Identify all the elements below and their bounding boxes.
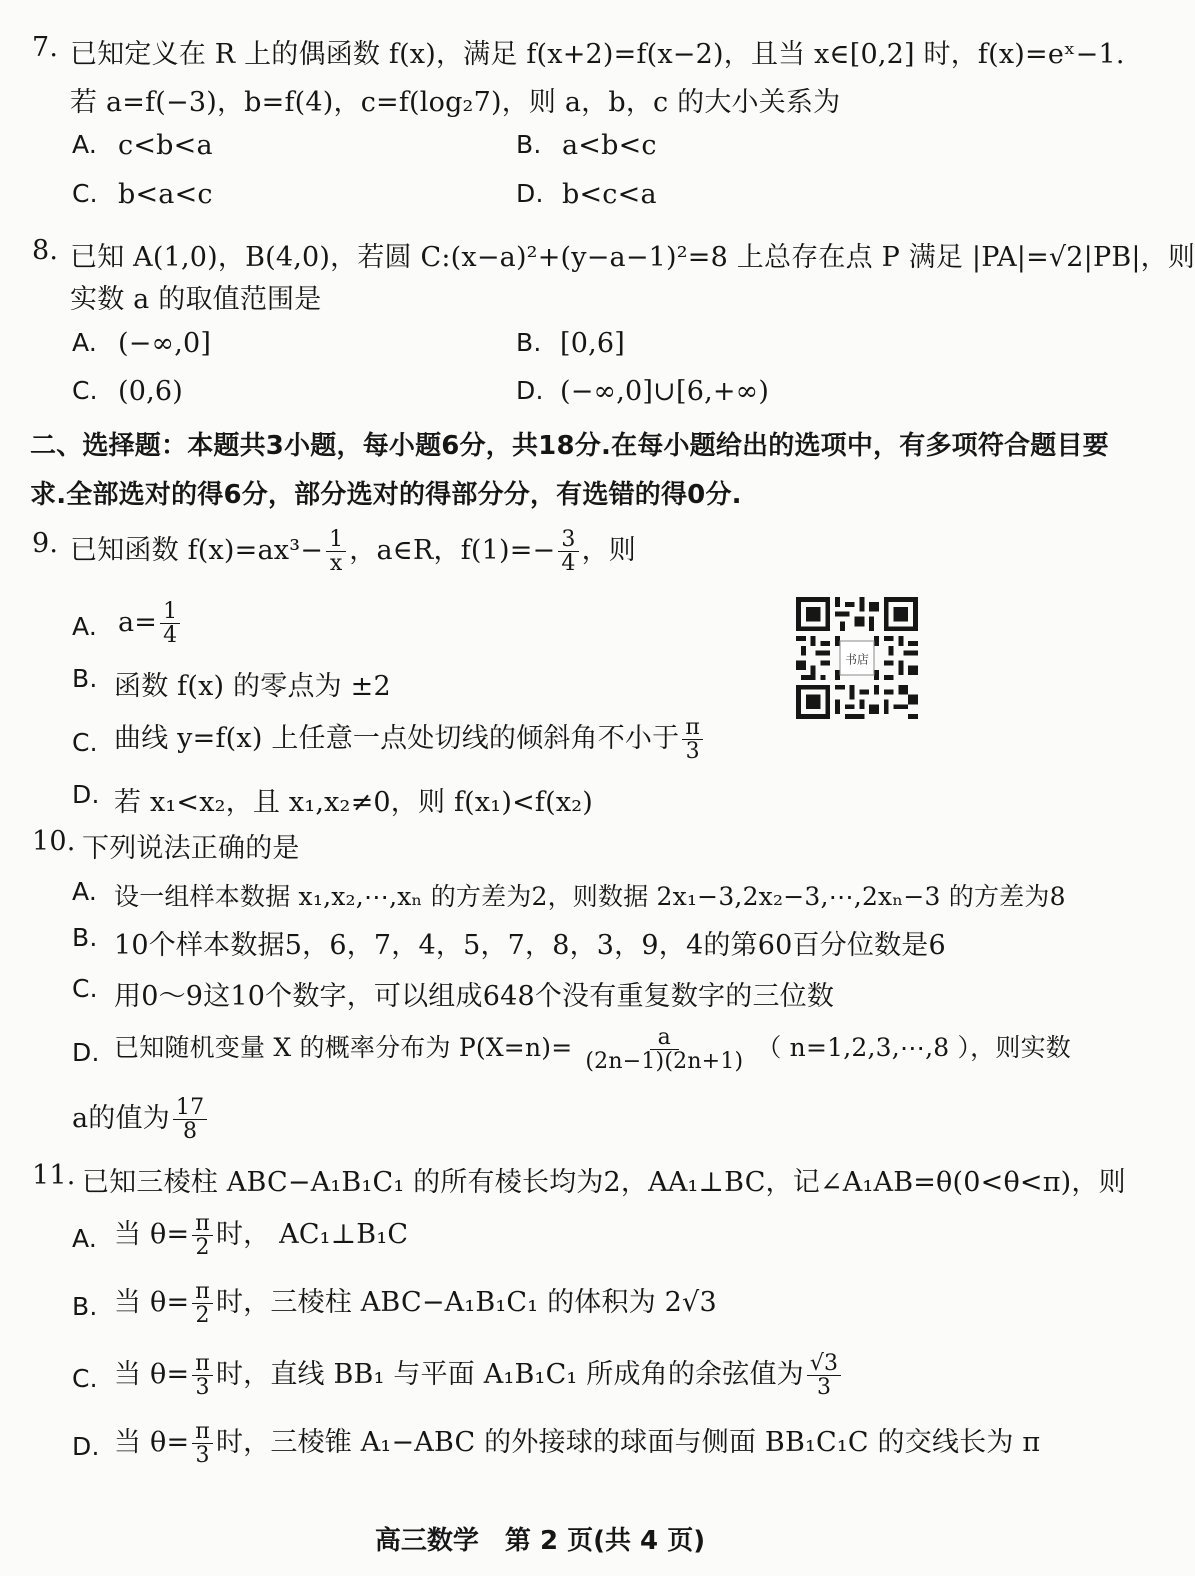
q7-option-c-text: b<a<c: [118, 179, 213, 210]
qr-code-icon: [796, 597, 918, 719]
q7-stem-text1: 已知定义在 R 上的偶函数 f(x)，满足 f(x+2)=f(x−2)，且当 x∈[0,2] 时，f(x)=eˣ−1.: [70, 39, 1125, 70]
qr-center-text: 书店: [845, 652, 869, 667]
q11-option-c-denominator: 3: [195, 1375, 210, 1401]
q8-option-d-text: (−∞,0]∪[6,+∞): [560, 376, 770, 407]
q9-stem-part2: ，a∈R，f(1)=−: [349, 535, 556, 567]
q10-option-b-text: 10个样本数据5，6，7，4，5，7，8，3，9，4的第60百分位数是6: [114, 930, 946, 961]
q9-option-c-text: [114, 716, 706, 763]
q9-option-a-prefix: a=: [118, 607, 158, 639]
q9-number: 9.: [32, 528, 59, 559]
q7-option-d-text: b<c<a: [562, 179, 657, 210]
q9-frac1-denominator: x: [329, 551, 343, 577]
q11-option-b-label: B.: [72, 1292, 98, 1321]
q11-option-c-fraction2: [807, 1352, 841, 1399]
q9-stem-fraction2: [558, 528, 578, 575]
q11-option-c-mid: 时，直线 BB₁ 与平面 A₁B₁C₁ 所成角的余弦值为: [215, 1359, 804, 1391]
q7-option-b-label: B.: [516, 130, 542, 159]
q7-stem-text2: 若 a=f(−3)，b=f(4)，c=f(log₂7)，则 a，b，c 的大小关系为: [70, 87, 841, 118]
q8-option-c-text: (0,6): [118, 376, 184, 407]
q8-option-d-label: D.: [516, 376, 544, 405]
q7-option-b-text: a<b<c: [562, 130, 657, 161]
q10-option-d-numerator: a: [650, 1026, 679, 1050]
q11-option-b-numerator: π: [192, 1280, 213, 1304]
q9-option-c-numerator: π: [682, 716, 703, 740]
q9-option-d-label: D.: [72, 780, 100, 809]
q10-option-d-label: D.: [72, 1038, 100, 1067]
q11-option-d-numerator: π: [192, 1420, 213, 1444]
q11-option-c-numerator: π: [192, 1352, 213, 1376]
q8-stem-text2: 实数 a 的取值范围是: [70, 284, 322, 315]
q10-option-d-part3: a的值为: [72, 1103, 170, 1135]
q7-option-c-label: C.: [72, 179, 98, 208]
q11-option-d-denominator: 3: [195, 1443, 210, 1469]
q8-option-b-text: [0,6]: [560, 328, 626, 359]
q9-stem-part3: ，则: [581, 535, 636, 567]
page-footer: 高三数学 第 2 页(共 4 页): [374, 1526, 706, 1556]
q11-option-a-denominator: 2: [195, 1235, 210, 1261]
q9-option-c-fraction: [682, 716, 703, 763]
q9-option-b-label: B.: [72, 664, 98, 693]
q9-option-c-label: C.: [72, 728, 98, 757]
q11-option-d-label: D.: [72, 1432, 100, 1461]
section2-text2: 求.全部选对的得6分，部分选对的得部分分，有选错的得0分.: [30, 480, 742, 510]
q11-option-b-fraction: [192, 1280, 213, 1327]
q9-stem-fraction1: [326, 528, 346, 575]
q11-option-c-pre: 当 θ=: [114, 1359, 190, 1391]
q10-number: 10.: [32, 826, 76, 857]
q9-option-a-denominator: 4: [163, 623, 178, 649]
q9-stem-part1: 已知函数 f(x)=ax³−: [70, 535, 324, 567]
section2-text1: 二、选择题：本题共3小题，每小题6分，共18分.在每小题给出的选项中，有多项符合题目要: [30, 431, 1109, 461]
q11-option-c-label: C.: [72, 1364, 98, 1393]
q8-option-c-label: C.: [72, 376, 98, 405]
q9-frac2-numerator: 3: [558, 528, 578, 552]
q9-frac1-numerator: 1: [326, 528, 346, 552]
q11-option-a-numerator: π: [192, 1212, 213, 1236]
q11-option-b-pre: 当 θ=: [114, 1287, 190, 1319]
q10-option-d-part1: 已知随机变量 X 的概率分布为 P(X=n)=: [114, 1033, 573, 1063]
q11-option-a-fraction: [192, 1212, 213, 1259]
q9-option-a-label: A.: [72, 612, 98, 641]
q11-option-d-text: [114, 1420, 1040, 1467]
q8-stem-text1: 已知 A(1,0)，B(4,0)，若圆 C:(x−a)²+(y−a−1)²=8 上总存在点 P 满足 |PA|=√2|PB|，则: [70, 242, 1195, 273]
q11-option-a-pre: 当 θ=: [114, 1219, 190, 1251]
q8-number: 8.: [32, 235, 59, 266]
q11-stem: 已知三棱柱 ABC−A₁B₁C₁ 的所有棱长均为2，AA₁⊥BC，记∠A₁AB=θ(0<θ<π)，则: [82, 1167, 1126, 1198]
q11-option-b-post: 时，三棱柱 ABC−A₁B₁C₁ 的体积为 2√3: [215, 1287, 717, 1319]
q8-option-a-text: (−∞,0]: [118, 328, 212, 359]
q9-stem: [70, 528, 636, 575]
q9-option-a-text: [118, 600, 183, 647]
q10-stem: 下列说法正确的是: [82, 833, 300, 864]
q9-frac2-denominator: 4: [561, 551, 576, 577]
q8-option-a-label: A.: [72, 328, 98, 357]
q11-option-c-fraction: [192, 1352, 213, 1399]
q10-option-a-text: 设一组样本数据 x₁,x₂,⋯,xₙ 的方差为2，则数据 2x₁−3,2x₂−3,⋯,2xₙ−3 的方差为8: [114, 882, 1066, 911]
q10-option-d-frac2-denominator: 8: [183, 1119, 198, 1145]
q11-option-a-label: A.: [72, 1224, 98, 1253]
q10-option-d-continuation: [72, 1096, 210, 1143]
q11-option-b-text: [114, 1280, 717, 1327]
q10-option-a-label: A.: [72, 877, 98, 906]
q9-option-c-prefix: 曲线 y=f(x) 上任意一点处切线的倾斜角不小于: [114, 723, 680, 755]
q11-number: 11.: [32, 1160, 76, 1191]
q11-option-c-frac2-denominator: 3: [816, 1375, 832, 1401]
q9-option-a-fraction: [160, 600, 180, 647]
q9-option-a-numerator: 1: [160, 600, 180, 624]
q10-option-d-frac2-numerator: 17: [173, 1096, 207, 1120]
q10-option-c-label: C.: [72, 974, 98, 1003]
q7-option-d-label: D.: [516, 179, 544, 208]
q11-option-c-text: [114, 1352, 844, 1399]
q7-option-a-label: A.: [72, 130, 98, 159]
q11-option-a-text: [114, 1212, 408, 1259]
q10-option-d-fraction2: [173, 1096, 207, 1143]
q7-number: 7.: [32, 32, 59, 63]
q10-option-c-text: 用0～9这10个数字，可以组成648个没有重复数字的三位数: [114, 981, 835, 1012]
q11-option-d-fraction: [192, 1420, 213, 1467]
q11-option-d-post: 时，三棱锥 A₁−ABC 的外接球的球面与侧面 BB₁C₁C 的交线长为 π: [215, 1427, 1041, 1459]
q10-option-d-text: [114, 1026, 1071, 1073]
q11-option-a-post: 时， AC₁⊥B₁C: [215, 1219, 409, 1251]
q10-option-b-label: B.: [72, 923, 98, 952]
q8-option-b-label: B.: [516, 328, 542, 357]
q11-option-c-frac2-numerator: √3: [807, 1352, 841, 1376]
q10-option-d-denominator: (2n−1)(2n+1): [585, 1049, 744, 1075]
q11-option-d-pre: 当 θ=: [114, 1427, 190, 1459]
q9-option-d-text: 若 x₁<x₂，且 x₁,x₂≠0，则 f(x₁)<f(x₂): [114, 787, 594, 818]
q11-option-b-denominator: 2: [195, 1303, 210, 1329]
q9-option-b-text: 函数 f(x) 的零点为 ±2: [114, 671, 391, 702]
q9-option-c-denominator: 3: [685, 739, 700, 765]
q10-option-d-fraction: [582, 1026, 746, 1073]
q10-option-d-part2: （ n=1,2,3,⋯,8 ），则实数: [756, 1033, 1071, 1063]
q7-option-a-text: c<b<a: [118, 130, 213, 161]
